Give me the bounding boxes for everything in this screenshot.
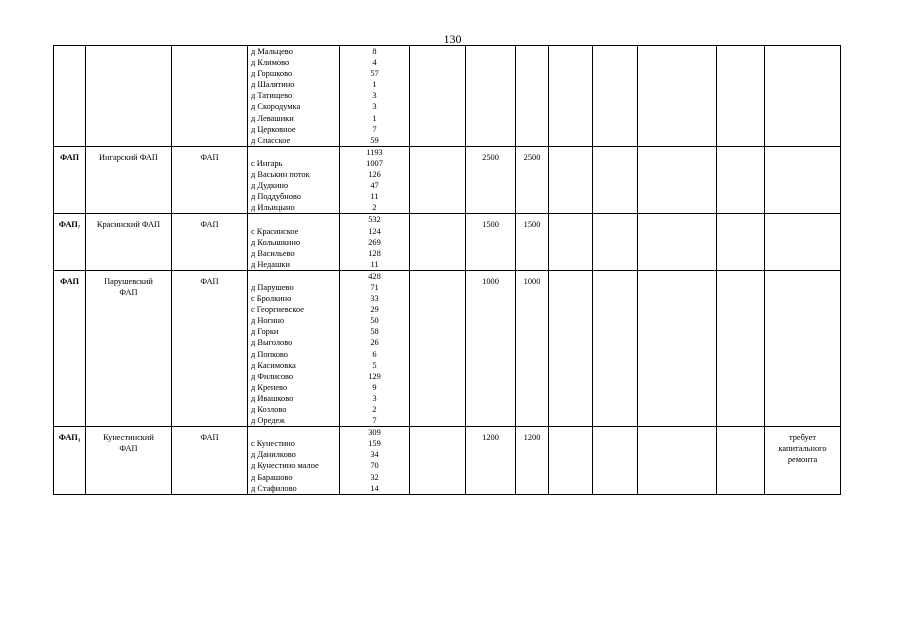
population-value: 1 — [372, 80, 377, 90]
population-value: 5 — [372, 360, 377, 370]
population-cell — [340, 214, 410, 270]
population-value: 9 — [372, 382, 377, 392]
note-cell — [765, 146, 841, 214]
value-cell-2 — [516, 46, 549, 147]
settlement-name: д Кунестино малое — [251, 461, 319, 471]
population-value: 70 — [370, 461, 379, 471]
population-value: 3 — [372, 91, 377, 101]
settlement-name: д Татищево — [251, 91, 293, 101]
value-cell-2: 2500 — [516, 146, 549, 214]
population-value: 71 — [370, 282, 379, 292]
settlement-name: д Мальцево — [251, 47, 293, 56]
population-value: 124 — [368, 226, 381, 236]
empty-cell — [717, 427, 765, 495]
settlement-name: д Козлово — [251, 405, 287, 414]
population-value: 58 — [370, 327, 379, 337]
population-value: 3 — [372, 393, 377, 403]
facility-name-cell — [86, 146, 172, 214]
facility-name-line: ФАП — [119, 444, 138, 454]
facility-name-line: ФАП — [119, 287, 138, 297]
population-cell — [340, 270, 410, 426]
note-cell — [765, 214, 841, 270]
facility-type-cell — [54, 46, 86, 147]
empty-cell — [549, 427, 593, 495]
empty-cell — [410, 427, 466, 495]
table-row — [54, 46, 841, 147]
value-cell-2: 1500 — [516, 214, 549, 270]
population-value: 34 — [370, 450, 379, 460]
facility-name-line: Ингарский ФАП — [99, 152, 158, 162]
table-row — [54, 270, 841, 426]
settlement-name: д Данилково — [251, 450, 296, 460]
population-value: 309 — [368, 428, 381, 438]
population-value: 129 — [368, 371, 381, 381]
settlement-name: д Спасское — [251, 135, 291, 145]
settlement-name: д Филисово — [251, 371, 294, 381]
population-value: 1007 — [366, 158, 383, 168]
population-value: 159 — [368, 439, 381, 449]
settlement-name: д Шалятино — [251, 80, 295, 90]
settlement-name: с Георгиевское — [251, 305, 305, 315]
value-cell-1: 1500 — [466, 214, 516, 270]
population-value: 50 — [370, 316, 379, 326]
value-cell-1: 2500 — [466, 146, 516, 214]
population-value: 1193 — [366, 147, 383, 157]
empty-cell — [593, 46, 638, 147]
population-value: 1 — [372, 113, 377, 123]
settlement-name: с Ингарь — [251, 158, 283, 168]
fap-table — [53, 45, 841, 495]
facility-kind-cell: ФАП — [172, 270, 248, 426]
settlement-name: с Бролкино — [251, 294, 292, 304]
facility-kind-cell — [172, 46, 248, 147]
settlements-cell — [248, 146, 340, 214]
settlement-name: д Оредеж — [251, 416, 285, 426]
value-cell-1: 1200 — [466, 427, 516, 495]
page-number: 130 — [443, 32, 462, 46]
settlements-cell — [248, 427, 340, 495]
note-line: ремонта — [787, 455, 818, 465]
population-value: 6 — [372, 349, 377, 359]
population-value: 269 — [368, 237, 381, 247]
empty-cell — [638, 427, 717, 495]
empty-cell — [638, 270, 717, 426]
empty-cell — [549, 146, 593, 214]
empty-cell — [717, 214, 765, 270]
settlement-name: д Поддубново — [251, 192, 301, 202]
population-cell — [340, 427, 410, 495]
settlement-name: д Дудкино — [251, 181, 289, 191]
facility-kind-cell: ФАП — [172, 146, 248, 214]
settlement-name: д Церковное — [251, 124, 296, 134]
population-value: 7 — [372, 416, 377, 426]
settlement-name: д Климово — [251, 58, 290, 68]
facility-type-cell: ФАП₃ — [54, 427, 86, 495]
facility-type-cell: ФАП — [54, 270, 86, 426]
empty-cell — [549, 46, 593, 147]
population-value: 11 — [370, 192, 379, 202]
settlement-name: д Ивашково — [251, 393, 294, 403]
empty-cell — [593, 270, 638, 426]
settlement-name: с Красинское — [251, 226, 299, 236]
empty-cell — [549, 214, 593, 270]
empty-cell — [717, 146, 765, 214]
empty-cell — [410, 214, 466, 270]
settlement-name: д Касимовка — [251, 360, 296, 370]
empty-cell — [410, 270, 466, 426]
settlement-name: с Кунестино — [251, 439, 295, 449]
population-value: 4 — [372, 58, 377, 68]
population-value: 7 — [372, 124, 377, 134]
facility-name-cell — [86, 46, 172, 147]
note-cell — [765, 427, 841, 495]
facility-name-cell — [86, 214, 172, 270]
population-cell — [340, 46, 410, 147]
empty-cell — [593, 146, 638, 214]
population-value: 32 — [370, 472, 379, 482]
facility-name-line: Парушевский — [104, 276, 153, 286]
note-cell — [765, 46, 841, 147]
settlement-name: д Горшково — [251, 69, 293, 79]
table-row — [54, 427, 841, 495]
empty-cell — [638, 214, 717, 270]
facility-kind-cell: ФАП — [172, 214, 248, 270]
facility-name-cell — [86, 270, 172, 426]
facility-type-cell: ФАП₇ — [54, 214, 86, 270]
population-value: 2 — [372, 203, 377, 213]
settlement-name: д Недашки — [251, 259, 290, 269]
settlements-cell — [248, 270, 340, 426]
empty-cell — [717, 270, 765, 426]
settlement-name: д Васильево — [251, 248, 295, 258]
settlement-name: д Горки — [251, 327, 279, 337]
population-value: 2 — [372, 405, 377, 414]
settlement-name: д Стафилово — [251, 483, 297, 493]
settlements-cell — [248, 214, 340, 270]
population-value: 8 — [372, 47, 377, 56]
note-cell — [765, 270, 841, 426]
population-value: 3 — [372, 102, 377, 112]
settlement-name: д Скородумка — [251, 102, 301, 112]
population-value: 47 — [370, 181, 379, 191]
value-cell-1: 1000 — [466, 270, 516, 426]
settlement-name: д Кренево — [251, 382, 288, 392]
note-line: капитального — [778, 444, 827, 454]
empty-cell — [717, 46, 765, 147]
empty-cell — [410, 46, 466, 147]
settlements-cell — [248, 46, 340, 147]
value-cell-1 — [466, 46, 516, 147]
settlement-name: д Парушево — [251, 282, 294, 292]
population-value: 428 — [368, 271, 381, 281]
table-row — [54, 146, 841, 214]
facility-kind-cell: ФАП — [172, 427, 248, 495]
population-value: 33 — [370, 294, 379, 304]
value-cell-2: 1200 — [516, 427, 549, 495]
empty-cell — [593, 214, 638, 270]
settlement-name: д Ногино — [251, 316, 285, 326]
population-value: 532 — [368, 215, 381, 225]
settlement-name: д Выголово — [251, 338, 293, 348]
empty-cell — [410, 146, 466, 214]
facility-name-line: Кунестинский — [103, 433, 154, 443]
population-cell — [340, 146, 410, 214]
empty-cell — [638, 146, 717, 214]
facility-name-cell — [86, 427, 172, 495]
population-value: 14 — [370, 483, 379, 493]
population-value: 126 — [368, 170, 381, 180]
empty-cell — [593, 427, 638, 495]
facility-name-line: Красинский ФАП — [96, 220, 161, 230]
empty-cell — [638, 46, 717, 147]
value-cell-2: 1000 — [516, 270, 549, 426]
population-value: 11 — [370, 259, 379, 269]
population-value: 57 — [370, 69, 379, 79]
settlement-name: д Попково — [251, 349, 288, 359]
table-row — [54, 214, 841, 270]
population-value: 128 — [368, 248, 381, 258]
settlement-name: д Барашово — [251, 472, 293, 482]
facility-type-cell: ФАП — [54, 146, 86, 214]
settlement-name: д Левашики — [251, 113, 294, 123]
settlement-name: д Колышкино — [251, 237, 301, 247]
note-line: требует — [788, 433, 817, 443]
population-value: 29 — [370, 305, 379, 315]
population-value: 59 — [370, 135, 379, 145]
population-value: 26 — [370, 338, 379, 348]
settlement-name: д Ильицыно — [251, 203, 295, 213]
empty-cell — [549, 270, 593, 426]
settlement-name: д Васькин поток — [251, 170, 310, 180]
